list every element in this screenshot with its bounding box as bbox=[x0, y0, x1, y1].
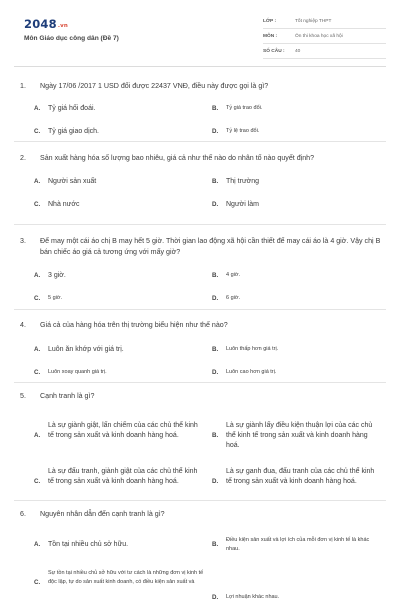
question-text: Giá cả của hàng hóa trên thị trường biểu hiện như thế nào? bbox=[40, 321, 228, 329]
option-letter: A. bbox=[34, 177, 41, 185]
option-text: Người làm bbox=[226, 200, 260, 208]
option-letter: B. bbox=[212, 431, 219, 439]
option-letter: B. bbox=[212, 104, 219, 112]
option-text: Tỷ giá hối đoái. bbox=[48, 104, 96, 112]
question-2 bbox=[14, 153, 386, 208]
option-letter: C. bbox=[34, 200, 41, 208]
option-letter: A. bbox=[34, 345, 41, 353]
question-divider bbox=[14, 309, 386, 310]
option-text: Điều kiện sản xuất và lợi ích của mỗi đơn vị kinh tế là khác nhau. bbox=[226, 536, 370, 552]
question-6 bbox=[14, 509, 386, 601]
option-letter: A. bbox=[34, 431, 41, 439]
option-text: Luôn thấp hơn giá trị. bbox=[226, 345, 279, 352]
option-b[interactable] bbox=[212, 104, 380, 114]
option-letter: D. bbox=[212, 477, 219, 485]
question-3 bbox=[14, 236, 386, 303]
meta-row-count bbox=[263, 44, 386, 59]
option-text: Lợi nhuận khác nhau. bbox=[226, 593, 280, 600]
question-5 bbox=[14, 391, 386, 485]
meta-key: SỐ CÂU : bbox=[263, 48, 285, 54]
option-letter: A. bbox=[34, 104, 41, 112]
option-letter: A. bbox=[34, 272, 41, 280]
question-number: 1. bbox=[20, 82, 26, 90]
logo-tld: .vn bbox=[57, 23, 69, 29]
option-letter: D. bbox=[212, 368, 219, 376]
option-text: 6 giờ. bbox=[226, 295, 241, 302]
option-text: Luôn cao hơn giá trị. bbox=[226, 368, 277, 375]
option-text: Là sự ganh đua, đấu tranh của các chủ thể kinh tế trong sản xuất và kinh doanh hàng hoá. bbox=[226, 467, 375, 485]
option-c[interactable] bbox=[34, 569, 204, 588]
option-text: 5 giờ. bbox=[48, 295, 63, 302]
option-b[interactable] bbox=[212, 345, 380, 355]
question-1 bbox=[14, 81, 386, 135]
option-a[interactable] bbox=[34, 540, 202, 550]
option-text: Tồn tại nhiều chủ sở hữu. bbox=[48, 540, 129, 548]
option-a[interactable] bbox=[34, 421, 204, 442]
question-divider bbox=[14, 224, 386, 225]
meta-value: Tốt nghiệp THPT bbox=[295, 18, 332, 24]
question-stem bbox=[14, 391, 386, 402]
option-d[interactable] bbox=[212, 200, 380, 210]
option-d[interactable] bbox=[212, 127, 380, 137]
meta-value: Ôn thi khoa học xã hội bbox=[295, 33, 343, 39]
option-a[interactable] bbox=[34, 271, 202, 281]
option-text: Thị trường bbox=[226, 177, 260, 185]
option-text: Tỷ giá trao đổi. bbox=[226, 104, 263, 111]
option-c[interactable] bbox=[34, 467, 204, 488]
option-text: Nhà nước bbox=[48, 200, 80, 208]
site-logo[interactable] bbox=[24, 17, 68, 31]
logo-text: 2048 bbox=[24, 17, 57, 31]
option-d[interactable] bbox=[212, 368, 380, 378]
question-number: 5. bbox=[20, 392, 26, 400]
question-number: 4. bbox=[20, 321, 26, 329]
option-b[interactable] bbox=[212, 271, 380, 281]
option-letter: C. bbox=[34, 127, 41, 135]
question-stem bbox=[14, 236, 386, 257]
option-text: 3 giờ. bbox=[48, 272, 66, 280]
option-letter: D. bbox=[212, 593, 219, 601]
question-number: 3. bbox=[20, 237, 26, 245]
option-text: Tỷ lệ trao đổi. bbox=[226, 127, 260, 134]
option-c[interactable] bbox=[34, 368, 202, 378]
question-stem bbox=[14, 509, 386, 520]
meta-key: MÔN : bbox=[263, 33, 278, 39]
meta-row-class bbox=[263, 14, 386, 29]
option-c[interactable] bbox=[34, 200, 202, 210]
option-a[interactable] bbox=[34, 177, 202, 187]
option-letter: D. bbox=[212, 295, 219, 303]
question-stem bbox=[14, 320, 386, 331]
option-text: Người sản xuất bbox=[48, 177, 97, 185]
option-d[interactable] bbox=[212, 593, 380, 603]
option-letter: A. bbox=[34, 540, 41, 548]
question-text: Cạnh tranh là gì? bbox=[40, 392, 95, 400]
option-text: Là sự giành giật, lấn chiếm của các chủ thể kinh tế trong sản xuất và kinh doanh hàng hoá. bbox=[48, 421, 198, 439]
question-text: Ngày 17/06 /2017 1 USD đổi được 22437 VNĐ, điều này được gọi là gì? bbox=[40, 82, 269, 90]
meta-key: LỚP : bbox=[263, 18, 277, 24]
question-stem bbox=[14, 81, 386, 92]
option-letter: B. bbox=[212, 540, 219, 548]
question-divider bbox=[14, 382, 386, 383]
option-letter: C. bbox=[34, 578, 41, 586]
question-text: Sản xuất hàng hóa số lượng bao nhiêu, giá cả như thế nào do nhân tố nào quyết định? bbox=[40, 154, 315, 162]
option-letter: C. bbox=[34, 477, 41, 485]
meta-row-subject bbox=[263, 29, 386, 44]
option-text: Luôn ăn khớp với giá trị. bbox=[48, 345, 124, 353]
option-text: 4 giờ. bbox=[226, 272, 241, 279]
meta-value: 40 bbox=[295, 48, 301, 54]
option-letter: B. bbox=[212, 177, 219, 185]
question-divider bbox=[14, 500, 386, 501]
option-c[interactable] bbox=[34, 294, 202, 304]
question-stem bbox=[14, 153, 386, 164]
option-text: Là sự giành lấy điều kiện thuận lợi của các chủ thể kinh tế trong sản xuất và kinh doanh hàng hoá. bbox=[226, 421, 373, 450]
question-4 bbox=[14, 320, 386, 376]
worksheet-header bbox=[14, 0, 386, 67]
option-letter: C. bbox=[34, 295, 41, 303]
question-text: Để may một cái áo chị B may hết 5 giờ. Thời gian lao động xã hội cần thiết để may cái áo là 4 giờ. Vậy chị B bán chiếc áo giá cả tương ứng với mấy giờ? bbox=[40, 237, 381, 256]
option-c[interactable] bbox=[34, 127, 202, 137]
option-b[interactable] bbox=[212, 177, 380, 187]
question-divider bbox=[14, 141, 386, 142]
option-text: Sự tồn tại nhiều chủ sở hữu với tư cách là những đơn vị kinh tế độc lập, tự do sản xuất kinh doanh, có điều kiện sản xuất và bbox=[48, 569, 204, 585]
subject-title: Môn Giáo dục công dân (Đề 7) bbox=[24, 35, 119, 42]
option-letter: B. bbox=[212, 272, 219, 280]
option-letter: D. bbox=[212, 200, 219, 208]
option-b[interactable] bbox=[212, 536, 382, 554]
option-d[interactable] bbox=[212, 467, 382, 488]
question-number: 6. bbox=[20, 510, 26, 518]
meta-table bbox=[263, 14, 386, 59]
option-letter: D. bbox=[212, 127, 219, 135]
option-b[interactable] bbox=[212, 421, 382, 452]
option-text: Là sự đấu tranh, giành giật của các chủ thể kinh tế trong sản xuất và kinh doanh hàng hoá. bbox=[48, 467, 198, 485]
option-d[interactable] bbox=[212, 294, 380, 304]
option-text: Tỷ giá giao dịch. bbox=[48, 127, 99, 135]
option-letter: C. bbox=[34, 368, 41, 376]
option-text: Luôn xoay quanh giá trị. bbox=[48, 368, 107, 375]
option-a[interactable] bbox=[34, 104, 202, 114]
question-text: Nguyên nhân dẫn đến cạnh tranh là gì? bbox=[40, 510, 165, 518]
option-a[interactable] bbox=[34, 345, 202, 355]
option-letter: B. bbox=[212, 345, 219, 353]
question-number: 2. bbox=[20, 154, 26, 162]
